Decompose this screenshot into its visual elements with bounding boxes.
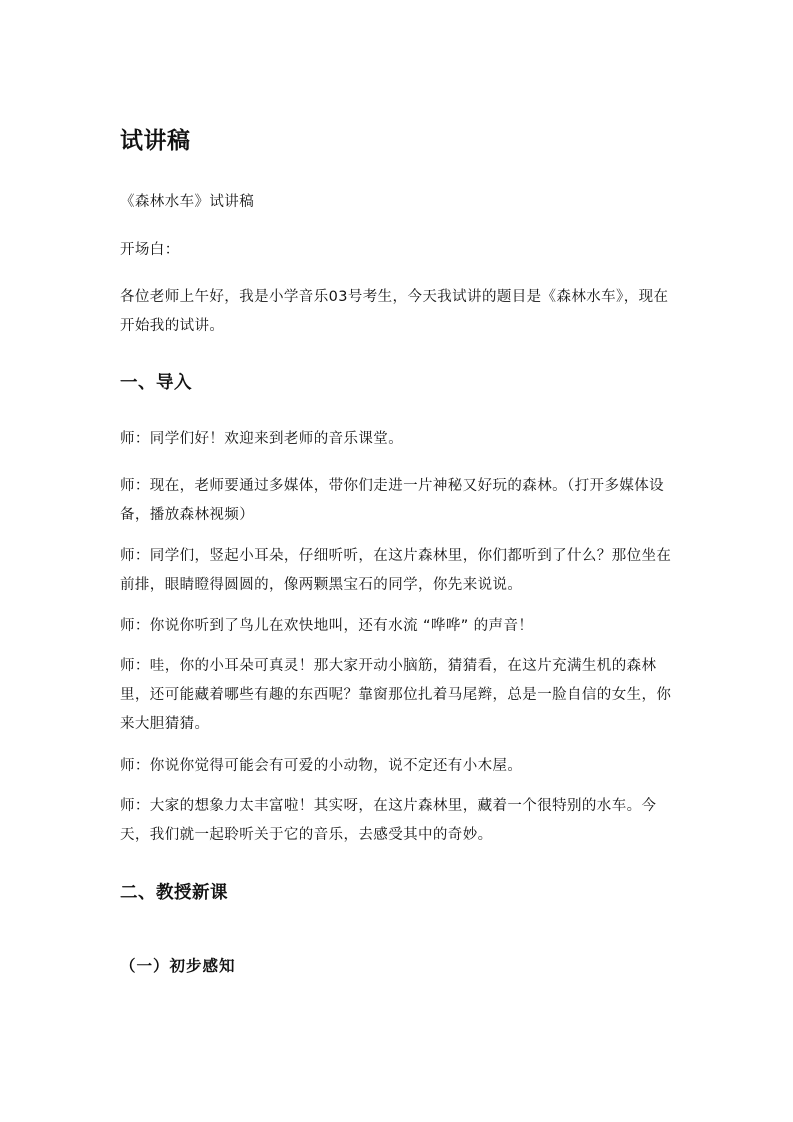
section-heading-new-lesson: 二、教授新课 <box>120 883 228 903</box>
section-heading-intro: 一、导入 <box>120 373 192 393</box>
intro-paragraph-4: 师：你说你听到了鸟儿在欢快地叫，还有水流 “哗哗” 的声音！ <box>120 618 534 634</box>
lesson-subtitle: 《森林水车》试讲稿 <box>120 194 255 210</box>
subsection-heading-perception: （一）初步感知 <box>120 956 236 975</box>
intro-paragraph-7: 师：大家的想象力太丰富啦！其实呀，在这片森林里，藏着一个很特别的水车。今天，我们就一起聆听关于它的音乐，去感受其中的奇妙。 <box>120 798 657 843</box>
opening-label: 开场白： <box>120 242 180 258</box>
intro-paragraph-5: 师：哇，你的小耳朵可真灵！那大家开动小脑筋，猜猜看，在这片充满生机的森林里，还可能藏着哪些有趣的东西呢？靠窗那位扎着马尾辫，总是一脸自信的女生，你来大胆猜猜。 <box>120 658 672 732</box>
opening-text: 各位老师上午好，我是小学音乐03号考生，今天我试讲的题目是《森林水车》，现在开始我的试讲。 <box>120 289 669 334</box>
intro-paragraph-6: 师：你说你觉得可能会有可爱的小动物，说不定还有小木屋。 <box>120 758 523 774</box>
document-title: 试讲稿 <box>120 128 191 154</box>
intro-paragraph-3: 师：同学们，竖起小耳朵，仔细听听，在这片森林里，你们都听到了什么？那位坐在前排，眼睛瞪得圆圆的，像两颗黑宝石的同学，你先来说说。 <box>120 548 672 593</box>
intro-paragraph-2: 师：现在，老师要通过多媒体，带你们走进一片神秘又好玩的森林。（打开多媒体设备，播放森林视频） <box>120 478 665 523</box>
intro-paragraph-1: 师：同学们好！欢迎来到老师的音乐课堂。 <box>120 431 404 447</box>
